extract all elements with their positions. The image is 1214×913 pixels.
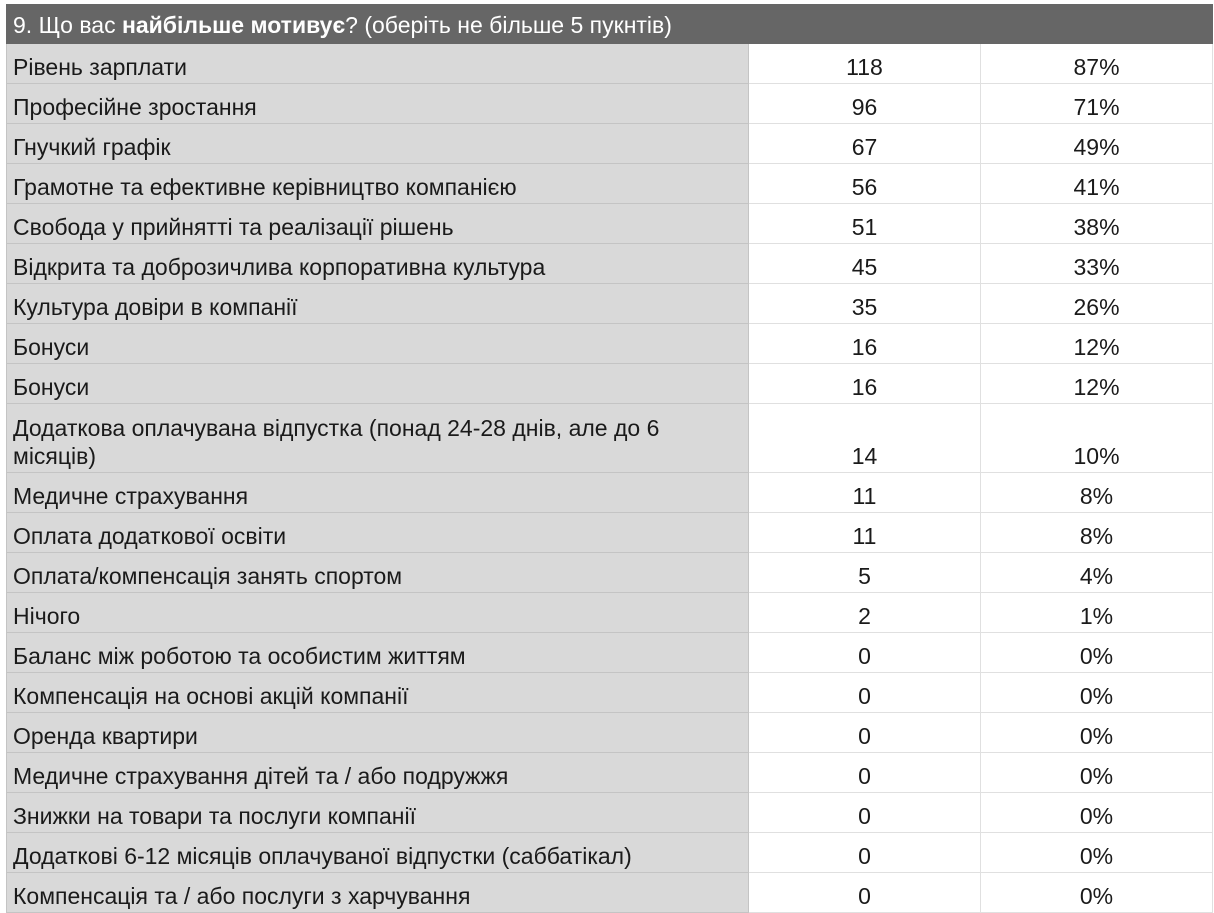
table-row [7,873,1213,913]
count-cell[interactable]: 0 [749,833,981,873]
count-cell[interactable]: 0 [749,753,981,793]
percent-cell[interactable]: 41% [981,164,1213,204]
question-prefix: 9. Що вас [13,11,122,38]
percent-cell[interactable]: 10% [981,404,1213,473]
option-label-cell[interactable]: Гнучкий графік [7,124,749,164]
count-cell[interactable]: 56 [749,164,981,204]
table-row [7,793,1213,833]
percent-cell[interactable]: 1% [981,593,1213,633]
count-cell[interactable]: 11 [749,473,981,513]
table-row [7,124,1213,164]
option-label-cell[interactable]: Оплата додаткової освіти [7,513,749,553]
option-label-cell[interactable]: Компенсація на основі акцій компанії [7,673,749,713]
count-cell[interactable]: 51 [749,204,981,244]
option-label-cell[interactable]: Оренда квартири [7,713,749,753]
percent-cell[interactable]: 0% [981,833,1213,873]
percent-cell[interactable]: 87% [981,44,1213,84]
table-row [7,713,1213,753]
option-label-cell[interactable]: Професійне зростання [7,84,749,124]
table-row [7,364,1213,404]
percent-cell[interactable]: 38% [981,204,1213,244]
count-cell[interactable]: 45 [749,244,981,284]
option-label-cell[interactable]: Бонуси [7,364,749,404]
table-row [7,44,1213,84]
percent-cell[interactable]: 0% [981,873,1213,913]
count-cell[interactable]: 0 [749,793,981,833]
percent-cell[interactable]: 0% [981,673,1213,713]
table-row [7,473,1213,513]
count-cell[interactable]: 0 [749,873,981,913]
percent-cell[interactable]: 12% [981,324,1213,364]
percent-cell[interactable]: 12% [981,364,1213,404]
percent-cell[interactable]: 33% [981,244,1213,284]
table-row [7,204,1213,244]
question-bold: найбільше мотивує [121,11,346,38]
option-label-cell[interactable]: Оплата/компенсація занять спортом [7,553,749,593]
count-cell[interactable]: 0 [749,633,981,673]
count-cell[interactable]: 96 [749,84,981,124]
percent-cell[interactable]: 0% [981,633,1213,673]
count-cell[interactable]: 0 [749,673,981,713]
option-label-cell[interactable]: Культура довіри в компанії [7,284,749,324]
percent-cell[interactable]: 71% [981,84,1213,124]
table-row [7,404,1213,473]
table-row [7,553,1213,593]
percent-cell[interactable]: 26% [981,284,1213,324]
table-row [7,633,1213,673]
count-cell[interactable]: 67 [749,124,981,164]
percent-cell[interactable]: 0% [981,793,1213,833]
question-header-row [7,5,1213,44]
option-label-cell[interactable]: Додаткові 6-12 місяців оплачуваної відпустки (саббатікал) [7,833,749,873]
table-row [7,753,1213,793]
count-cell[interactable]: 0 [749,713,981,753]
table-row [7,284,1213,324]
option-label-cell[interactable]: Відкрита та доброзичлива корпоративна культура [7,244,749,284]
option-label-cell[interactable]: Знижки на товари та послуги компанії [7,793,749,833]
option-label-cell[interactable]: Компенсація та / або послуги з харчування [7,873,749,913]
percent-cell[interactable]: 8% [981,473,1213,513]
count-cell[interactable]: 118 [749,44,981,84]
count-cell[interactable]: 35 [749,284,981,324]
option-label-cell[interactable]: Рівень зарплати [7,44,749,84]
table-row [7,84,1213,124]
percent-cell[interactable]: 0% [981,753,1213,793]
count-cell[interactable]: 16 [749,324,981,364]
option-label-cell[interactable]: Свобода у прийнятті та реалізації рішень [7,204,749,244]
count-cell[interactable]: 5 [749,553,981,593]
percent-cell[interactable]: 8% [981,513,1213,553]
option-label-cell[interactable]: Бонуси [7,324,749,364]
question-header-cell[interactable] [7,5,1213,44]
option-label-cell[interactable]: Грамотне та ефективне керівництво компанією [7,164,749,204]
percent-cell[interactable]: 49% [981,124,1213,164]
count-cell[interactable]: 14 [749,404,981,473]
count-cell[interactable]: 2 [749,593,981,633]
option-label-cell[interactable]: Нічого [7,593,749,633]
table-row [7,164,1213,204]
question-suffix: ? (оберіть не більше 5 пукнтів) [345,11,672,38]
percent-cell[interactable]: 0% [981,713,1213,753]
table-row [7,673,1213,713]
count-cell[interactable]: 11 [749,513,981,553]
table-row [7,833,1213,873]
option-label-cell[interactable]: Медичне страхування дітей та / або подружжя [7,753,749,793]
percent-cell[interactable]: 4% [981,553,1213,593]
table-row [7,324,1213,364]
option-label-cell[interactable]: Баланс між роботою та особистим життям [7,633,749,673]
option-label-cell[interactable]: Медичне страхування [7,473,749,513]
survey-results-table [6,4,1213,913]
table-row [7,513,1213,553]
count-cell[interactable]: 16 [749,364,981,404]
option-label-cell[interactable]: Додаткова оплачувана відпустка (понад 24-28 днів, але до 6 місяців) [7,404,749,473]
table-row [7,244,1213,284]
table-row [7,593,1213,633]
